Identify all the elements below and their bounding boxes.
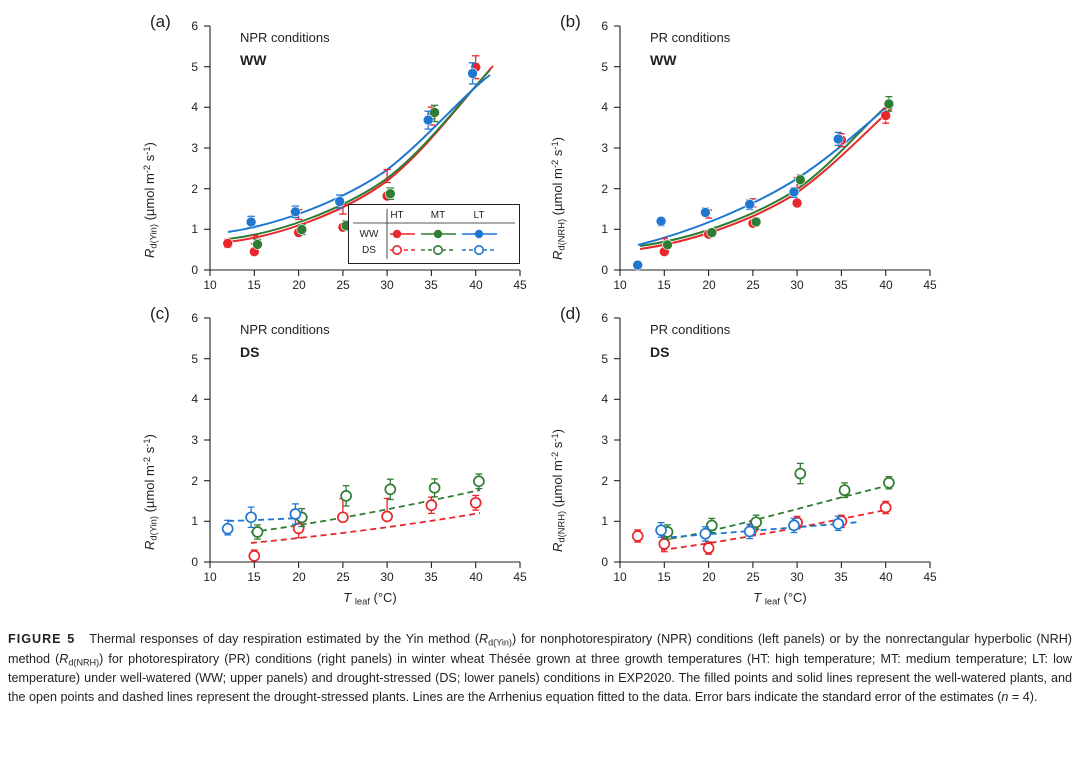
chart-legend bbox=[348, 204, 520, 264]
figure-number: FIGURE 5 bbox=[8, 632, 76, 646]
panel-a-ytick-4: 4 bbox=[191, 100, 198, 114]
panel-a-ytick-0: 0 bbox=[191, 263, 198, 277]
svg-text:HT: HT bbox=[390, 210, 404, 221]
panel-b-label: (b) bbox=[560, 12, 581, 31]
panel-a-xtick-15: 15 bbox=[247, 278, 261, 292]
svg-text:DS: DS bbox=[362, 245, 376, 256]
panel-b-xtick-10: 10 bbox=[613, 278, 627, 292]
panel-d-y-axis-title: $R_{d(NRH)}$ (µmol $m^{-2}$ $s^{-1}$) bbox=[550, 429, 567, 552]
panel-c-ytick-6: 6 bbox=[191, 311, 198, 325]
panel-d-ytick-4: 4 bbox=[601, 392, 608, 406]
panel-c bbox=[142, 300, 530, 607]
panel-c-ytick-2: 2 bbox=[191, 474, 198, 488]
panel-a-xtick-30: 30 bbox=[380, 278, 394, 292]
panel-d-treatment: DS bbox=[650, 344, 670, 360]
panel-d-condition: PR conditions bbox=[650, 322, 731, 337]
panel-a bbox=[142, 8, 530, 298]
svg-text:WW: WW bbox=[359, 229, 379, 240]
panel-c-condition: NPR conditions bbox=[240, 322, 330, 337]
svg-text:LT: LT bbox=[473, 210, 485, 221]
panel-a-xtick-40: 40 bbox=[469, 278, 483, 292]
panel-b-ytick-2: 2 bbox=[601, 182, 608, 196]
panel-c-treatment: DS bbox=[240, 344, 260, 360]
panel-c-ytick-0: 0 bbox=[191, 555, 198, 569]
panel-c-y-axis-title: $R_{d(Yin)}$ (µmol $m^{-2}$ $s^{-1}$) bbox=[142, 434, 159, 550]
panel-a-label: (a) bbox=[150, 12, 171, 31]
panel-c-xtick-20: 20 bbox=[292, 570, 306, 584]
panel-b-xtick-35: 35 bbox=[834, 278, 848, 292]
panel-c-svg bbox=[150, 300, 530, 590]
panel-a-treatment: WW bbox=[240, 52, 267, 68]
panel-a-condition: NPR conditions bbox=[240, 30, 330, 45]
panel-c-xtick-15: 15 bbox=[247, 570, 261, 584]
panel-c-xtick-30: 30 bbox=[380, 570, 394, 584]
svg-text:MT: MT bbox=[430, 210, 446, 221]
panel-b bbox=[550, 8, 940, 298]
panel-d-xtick-10: 10 bbox=[613, 570, 627, 584]
panel-d-xtick-40: 40 bbox=[879, 570, 893, 584]
panel-b-xtick-30: 30 bbox=[790, 278, 804, 292]
panel-b-ytick-3: 3 bbox=[601, 141, 608, 155]
panel-c-xtick-10: 10 bbox=[203, 570, 217, 584]
panel-d-label: (d) bbox=[560, 304, 581, 323]
panel-d-xtick-45: 45 bbox=[923, 570, 937, 584]
panel-c-xtick-35: 35 bbox=[424, 570, 438, 584]
panel-b-y-axis-title: $R_{d(NRH)}$ (µmol $m^{-2}$ $s^{-1}$) bbox=[550, 137, 567, 260]
panel-d-ytick-2: 2 bbox=[601, 474, 608, 488]
panel-a-xtick-25: 25 bbox=[336, 278, 350, 292]
panel-d-xtick-30: 30 bbox=[790, 570, 804, 584]
panel-c-x-axis-title: T $_{leaf}$ (°C) bbox=[343, 590, 397, 607]
panel-d-ytick-1: 1 bbox=[601, 514, 608, 528]
panel-b-xtick-20: 20 bbox=[702, 278, 716, 292]
panel-a-xtick-10: 10 bbox=[203, 278, 217, 292]
panel-c-ytick-1: 1 bbox=[191, 514, 198, 528]
panel-a-ytick-6: 6 bbox=[191, 19, 198, 33]
panel-d-ytick-0: 0 bbox=[601, 555, 608, 569]
panel-c-xtick-45: 45 bbox=[513, 570, 527, 584]
panel-b-ytick-4: 4 bbox=[601, 100, 608, 114]
panel-d-xtick-15: 15 bbox=[657, 570, 671, 584]
panel-a-ytick-5: 5 bbox=[191, 60, 198, 74]
panel-d bbox=[550, 300, 940, 607]
figure-caption bbox=[8, 630, 1072, 706]
panel-b-svg bbox=[560, 8, 940, 298]
panel-b-xtick-15: 15 bbox=[657, 278, 671, 292]
panel-d-ytick-3: 3 bbox=[601, 433, 608, 447]
panel-c-ytick-5: 5 bbox=[191, 352, 198, 366]
panel-a-y-axis-title: $R_{d(Yin)}$ (µmol $m^{-2}$ $s^{-1}$) bbox=[142, 142, 159, 258]
panel-b-xtick-40: 40 bbox=[879, 278, 893, 292]
panel-c-ytick-4: 4 bbox=[191, 392, 198, 406]
panel-a-ytick-3: 3 bbox=[191, 141, 198, 155]
panel-b-ytick-0: 0 bbox=[601, 263, 608, 277]
panel-b-xtick-45: 45 bbox=[923, 278, 937, 292]
panel-a-ytick-1: 1 bbox=[191, 222, 198, 236]
figure-caption-text: Thermal responses of day respiration estimated by the Yin method $(R_{d(Yin)})$ for nonphotorespiratory (NPR) conditions (left panels) or by the nonrectangular hyperbolic (NRH) method $(R_{d(NRH)})$ for photorespiratory (PR) conditions (right panels) in winter wheat Thésée grown at three growth temperatures (HT: high temperature; MT: medium temperature; LT: low temperature) under well-watered (WW; upper panels) and drought-stressed (DS; lower panels) conditions in EXP2020. The filled points and solid lines represent the well-watered plants, and the open points and dashed lines represent the drought-stressed plants. Lines are the Arrhenius equation fitted to the data. Error bars indicate the standard error of the estimates (n = 4). bbox=[8, 632, 1073, 704]
panel-b-treatment: WW bbox=[650, 52, 677, 68]
panel-d-xtick-35: 35 bbox=[834, 570, 848, 584]
panel-b-xtick-25: 25 bbox=[746, 278, 760, 292]
panel-b-ytick-5: 5 bbox=[601, 60, 608, 74]
panel-a-xtick-20: 20 bbox=[292, 278, 306, 292]
panel-d-xtick-20: 20 bbox=[702, 570, 716, 584]
panel-a-xtick-45: 45 bbox=[513, 278, 527, 292]
panel-c-label: (c) bbox=[150, 304, 170, 323]
panel-d-ytick-6: 6 bbox=[601, 311, 608, 325]
panel-d-xtick-25: 25 bbox=[746, 570, 760, 584]
panel-d-ytick-5: 5 bbox=[601, 352, 608, 366]
panel-b-condition: PR conditions bbox=[650, 30, 731, 45]
panel-c-xtick-40: 40 bbox=[469, 570, 483, 584]
panel-a-xtick-35: 35 bbox=[424, 278, 438, 292]
panel-b-ytick-6: 6 bbox=[601, 19, 608, 33]
panel-c-ytick-3: 3 bbox=[191, 433, 198, 447]
panel-c-xtick-25: 25 bbox=[336, 570, 350, 584]
panel-d-x-axis-title: T $_{leaf}$ (°C) bbox=[753, 590, 807, 607]
panel-a-ytick-2: 2 bbox=[191, 182, 198, 196]
panel-d-svg bbox=[560, 300, 940, 590]
panel-b-ytick-1: 1 bbox=[601, 222, 608, 236]
